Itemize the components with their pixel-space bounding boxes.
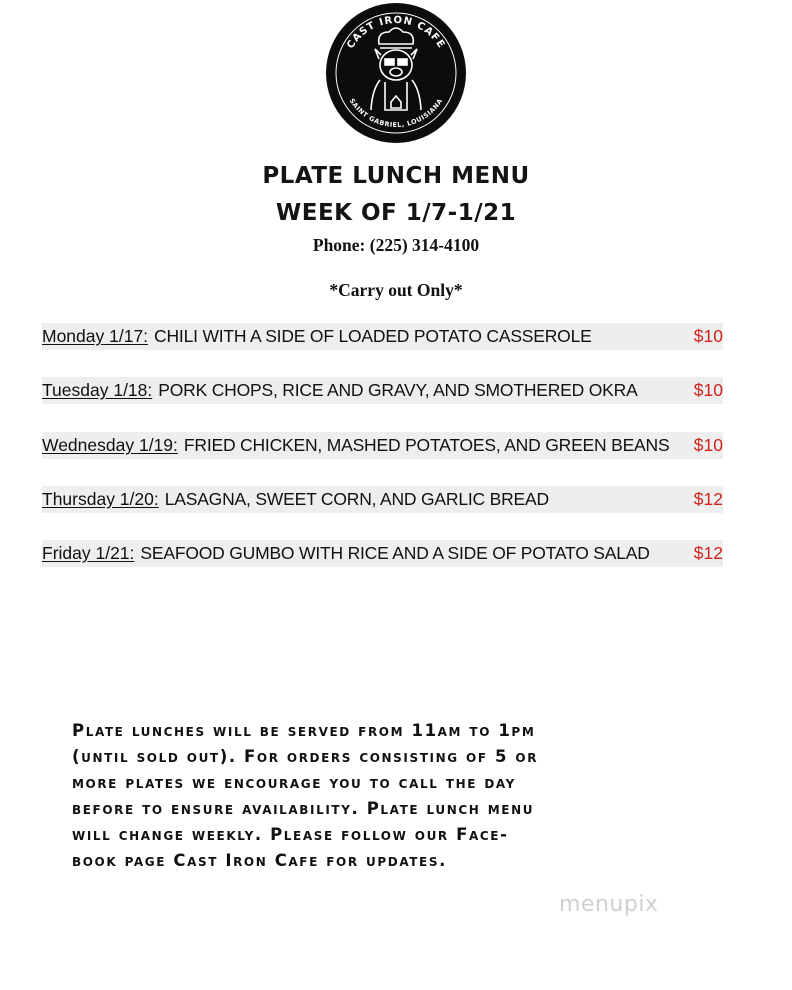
menu-day: Thursday 1/20: <box>42 489 159 509</box>
menu-title: PLATE LUNCH MENU <box>262 163 530 189</box>
menu-description: PORK CHOPS, RICE AND GRAVY, AND SMOTHERED OKRA <box>158 380 638 400</box>
cast-iron-cafe-logo <box>325 2 467 144</box>
phone-number: Phone: (225) 314-4100 <box>312 235 480 255</box>
menu-description: LASAGNA, SWEET CORN, AND GARLIC BREAD <box>164 489 549 509</box>
note-line: more plates we encourage you to call the day <box>72 773 516 792</box>
menu-description: CHILI WITH A SIDE OF LOADED POTATO CASSEROLE <box>154 326 592 346</box>
menu-day: Wednesday 1/19: <box>42 435 178 455</box>
menu-price: $10 <box>693 435 723 455</box>
menu-item <box>42 540 723 567</box>
note-line: before to ensure availability. Plate lunch menu <box>72 799 535 818</box>
menu-description: SEAFOOD GUMBO WITH RICE AND A SIDE OF POTATO SALAD <box>140 543 650 563</box>
menu-day: Tuesday 1/18: <box>42 380 153 400</box>
menu-item <box>42 486 723 513</box>
watermark: menupix <box>559 892 659 917</box>
svg-text:SAINT GABRIEL, LOUISIANA: SAINT GABRIEL, LOUISIANA <box>347 97 445 130</box>
menu-week: WEEK OF 1/7-1/21 <box>275 200 517 226</box>
service-note <box>72 718 732 874</box>
note-line: (until sold out). For orders consisting of 5 or <box>72 747 539 766</box>
menu-item <box>42 323 723 350</box>
note-line: Plate lunches will be served from 11am to 1pm <box>72 721 536 740</box>
menu-item <box>42 432 723 459</box>
svg-text:CAST IRON CAFE: CAST IRON CAFE <box>345 14 447 51</box>
carry-out-notice: *Carry out Only* <box>329 280 463 300</box>
menu-price: $10 <box>693 380 723 400</box>
menu-day: Friday 1/21: <box>42 543 135 563</box>
menu-price: $12 <box>693 543 723 563</box>
menu-price: $10 <box>693 326 723 346</box>
menu-description: FRIED CHICKEN, MASHED POTATOES, AND GREEN BEANS <box>183 435 670 455</box>
menu-day: Monday 1/17: <box>42 326 149 346</box>
menu-price: $12 <box>693 489 723 509</box>
note-line: will change weekly. Please follow our Face- <box>72 825 509 844</box>
menu-item <box>42 377 723 404</box>
note-line: book page Cast Iron Cafe for updates. <box>72 851 447 870</box>
